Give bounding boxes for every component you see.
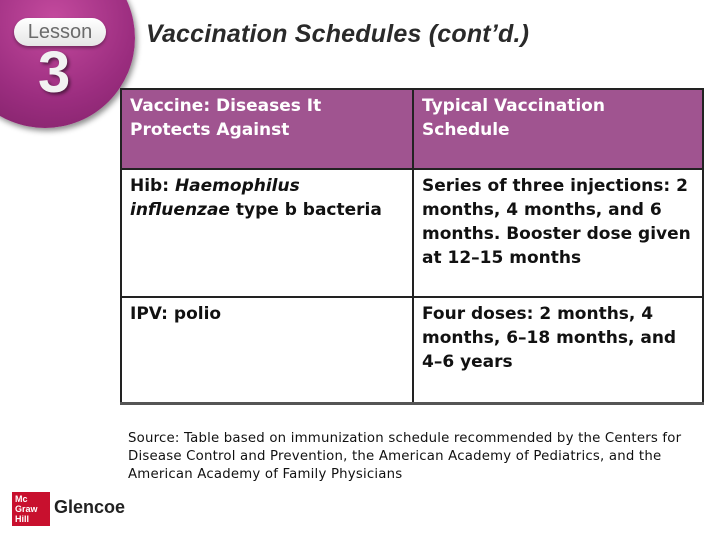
logo-line: Graw <box>15 504 38 514</box>
table-row <box>121 169 703 297</box>
logo-line: Mc <box>15 494 28 504</box>
page-title: Vaccination Schedules (cont’d.) <box>146 20 530 48</box>
logo-line: Hill <box>15 514 30 524</box>
cell-vaccine <box>121 169 413 297</box>
cell-schedule: Series of three injections: 2 months, 4 months, and 6 months. Booster dose given at 12–15 months <box>413 169 703 297</box>
table-header-row <box>121 89 703 169</box>
cell-schedule: Four doses: 2 months, 4 months, 6–18 months, and 4–6 years <box>413 297 703 404</box>
vaccination-table <box>120 88 704 405</box>
mcgraw-hill-logo <box>12 492 50 526</box>
vaccine-prefix: Hib: <box>130 176 175 196</box>
source-note: Source: Table based on immunization schedule recommended by the Centers for Disease Control and Prevention, the American Academy of Pediatrics, and the American Academy of Family Physicians <box>128 431 682 482</box>
header-schedule: Typical Vaccination Schedule <box>413 89 703 169</box>
vaccine-italic-name: Haemophilus influenzae <box>130 176 300 220</box>
table-row <box>121 297 703 404</box>
vaccine-suffix: type b bacteria <box>229 200 382 220</box>
publisher-name: Glencoe <box>54 497 126 517</box>
header-vaccine: Vaccine: Diseases It Protects Against <box>121 89 413 169</box>
lesson-number: 3 <box>38 40 71 105</box>
lesson-label: Lesson <box>14 18 106 46</box>
cell-vaccine: IPV: polio <box>121 297 413 404</box>
